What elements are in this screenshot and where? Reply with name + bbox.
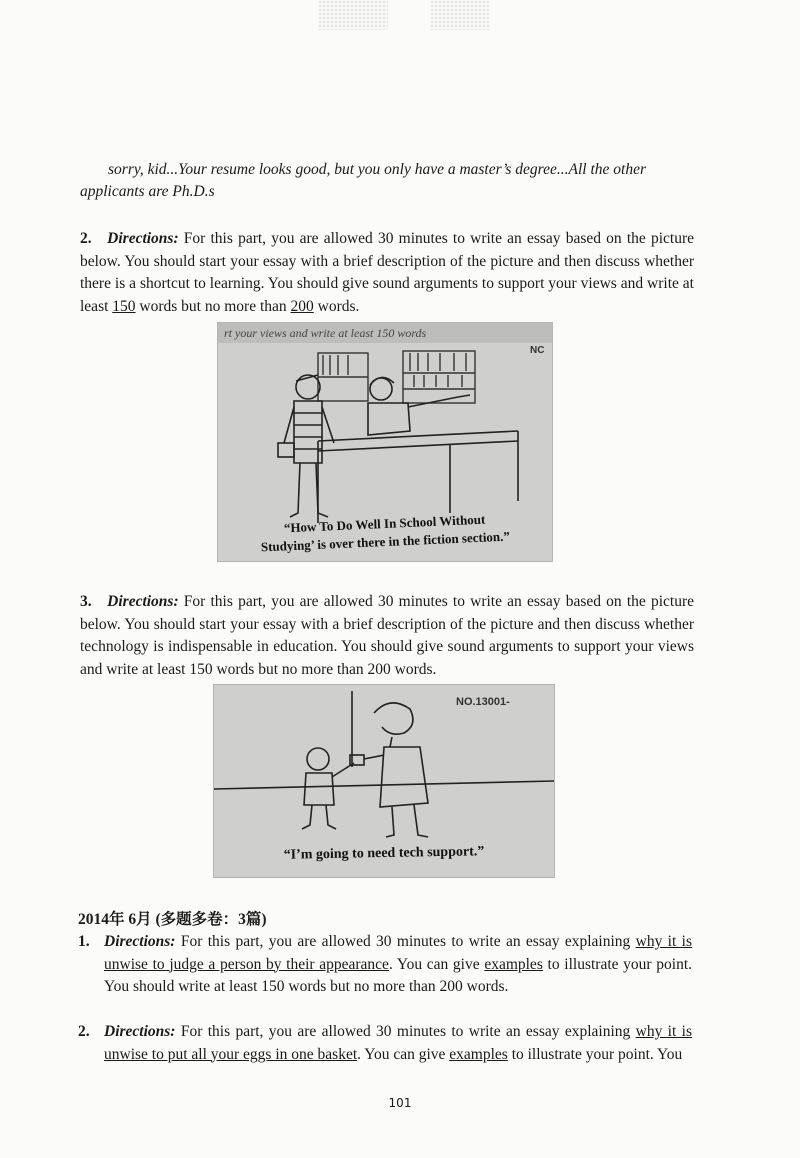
directions-label: Directions: — [107, 593, 179, 610]
cartoon-library-figure — [217, 322, 553, 562]
directions-text: For this part, you are allowed 30 minutes to write an essay based on the picture below. You should start your essay with a brief description of the picture and then discuss whether technology is indispensable in education. You should give sound arguments to support your views and write at least 150 words but no more than 200 words. — [80, 593, 694, 678]
page-number: 101 — [388, 1096, 412, 1110]
previous-cartoon-caption — [80, 159, 700, 203]
item-number: 2. — [78, 1023, 90, 1040]
scan-speck — [318, 0, 388, 30]
directions-label: Directions: — [107, 230, 179, 247]
directions-text-b: . You can give — [357, 1045, 450, 1063]
figure2-caption: “I’m going to need tech support.” — [283, 844, 485, 863]
directions-2014-item-1 — [78, 931, 692, 999]
essay-topic: why it is unwise to put all your eggs in one basket — [104, 1023, 692, 1063]
item-number: 1. — [78, 933, 90, 950]
caption-line-2: applicants are Ph.D.s — [80, 183, 215, 200]
directions-label: Directions: — [104, 933, 176, 950]
essay-topic: why it is unwise to judge a person by their appearance — [104, 933, 692, 973]
figure1-top-text: rt your views and write at least 150 words — [224, 326, 427, 340]
directions-text: For this part, you are allowed 30 minutes to write an essay explaining — [175, 1023, 636, 1040]
directions-label: Directions: — [104, 1023, 176, 1040]
directions-text-c: words. — [313, 297, 360, 315]
figure2-corner-text: NO.13001- — [456, 696, 510, 708]
min-words: 150 — [112, 297, 136, 315]
section-heading-2014: 2014年 6月 (多题多卷：3篇) — [78, 911, 267, 928]
figure1-caption-line-2: Studying’ is over there in the fiction section.” — [260, 528, 511, 555]
directions-text: For this part, you are allowed 30 minutes to write an essay based on the picture below. You should start your essay with a brief description of the picture and then discuss whether there is a shortcut to learning. You should give sound arguments to support your views and write at least — [80, 230, 694, 315]
item-number: 3. — [80, 593, 92, 610]
item-number: 2. — [80, 230, 92, 247]
directions-2014-item-2 — [78, 1021, 692, 1066]
directions-text: For this part, you are allowed 30 minutes to write an essay explaining — [175, 933, 636, 950]
figure1-corner-text: NC — [530, 345, 545, 356]
max-words: 200 — [290, 297, 314, 315]
examples-word: examples — [449, 1045, 508, 1063]
directions-text-c: to illustrate your point. You should write at least 150 words but no more than 200 words. — [104, 955, 693, 995]
examples-word: examples — [484, 955, 543, 973]
cartoon-tech-support-figure — [213, 684, 555, 878]
caption-line-1: sorry, kid...Your resume looks good, but you only have a master’s degree...All the other — [108, 161, 646, 178]
directions-item-2 — [80, 228, 694, 318]
directions-item-3 — [80, 591, 694, 681]
directions-text-c: to illustrate your point. You — [507, 1045, 683, 1063]
scan-speck — [430, 0, 490, 30]
directions-text-b: . You can give — [388, 955, 485, 973]
figure1-caption-line-1: “How To Do Well In School Without — [283, 511, 486, 536]
directions-text-b: words but no more than — [135, 297, 291, 315]
